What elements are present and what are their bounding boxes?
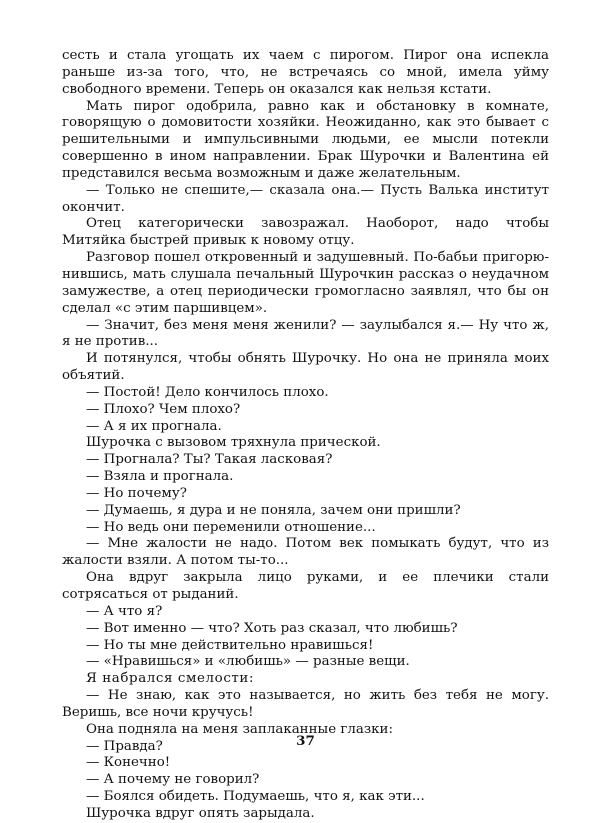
dialog-line: — Не знаю, как это называется, но жить без тебя не могу. Веришь, все ночи кручусь! <box>62 688 549 720</box>
paragraph: сесть и стала угощать их чаем с пирогом. Пирог она испекла раньше из-за того, что, не встречаясь со мной, имела уйму свободного времени. Теперь он оказался как нельзя кстати. <box>62 48 549 97</box>
page-number: 37 <box>296 733 315 749</box>
dialog-line: — А почему не говорил? <box>86 772 260 788</box>
dialog-line: — Но ведь они переменили отношение... <box>86 519 376 535</box>
dialog-line: — А что я? <box>86 603 163 619</box>
dialog-line: — Взяла и прогнала. <box>86 469 234 485</box>
dialog-line: — Значит, без меня меня женили? — заулыбался я.— Ну что ж, я не против... <box>62 317 549 350</box>
dialog-line: — «Нравишься» и «любишь» — разные вещи. <box>86 654 410 670</box>
dialog-line: — Конечно! <box>86 755 171 771</box>
dialog-line: — Думаешь, я дура и не поняла, зачем они пришли? <box>86 502 461 518</box>
narration-line: Шурочка с вызовом тряхнула прической. <box>86 435 381 451</box>
dialog-line: — Боялся обидеть. Подумаешь, что я, как эти... <box>86 789 425 805</box>
dialog-line: — Правда? <box>86 738 163 754</box>
narration-line: Я набрался смелости: <box>86 671 255 687</box>
paragraph: Мать пирог одобрила, равно как и обстановку в комнате, говорящую о домовитости хозяйки. Неожиданно, как это бывает с решительными и импульсивными людьми, ее мысли потекли совершенно в ином направлении. Брак Шурочки и Валентина ей представился весьма возможным и даже желательным. <box>62 98 549 181</box>
paragraph: Она вдруг закрыла лицо руками, и ее плечики стали сотрясаться от рыданий. <box>62 570 549 602</box>
dialog-line: — Мне жалости не надо. Потом век помыкать будут, что из жалости взяли. А потом ты-то... <box>62 536 549 569</box>
dialog-line: — Вот именно — что? Хоть раз сказал, что любишь? <box>86 620 458 636</box>
narration-line: Шурочка вдруг опять зарыдала. <box>86 805 315 821</box>
paragraph: Отец категорически завозражал. Наоборот, надо чтобы Митяйка быстрей привык к новому отцу. <box>62 216 549 249</box>
dialog-line: — А я их прогнала. <box>86 418 222 434</box>
paragraph: Разговор пошел откровенный и задушевный. По-бабьи пригорю-нившись, мать слушала печальный Шурочкин рассказ о неудачном замужестве, а отец периодически громогласно заявлял, что бы он сделал «с этим паршивцем». <box>62 250 549 316</box>
dialog-line: — Только не спешите,— сказала она.— Пусть Валька институт окончит. <box>62 182 549 215</box>
narration-line: Она подняла на меня заплаканные глазки: <box>86 721 393 737</box>
dialog-line: — Но ты мне действительно нравишься! <box>86 637 374 653</box>
book-page-text <box>62 48 549 823</box>
dialog-line: — Постой! Дело кончилось плохо. <box>86 384 329 400</box>
dialog-line: — Прогнала? Ты? Такая ласковая? <box>86 452 333 468</box>
dialog-line: — Но почему? <box>86 485 187 501</box>
paragraph: И потянулся, чтобы обнять Шурочку. Но она не приняла моих объятий. <box>62 351 549 384</box>
dialog-line: — Плохо? Чем плохо? <box>86 401 241 417</box>
